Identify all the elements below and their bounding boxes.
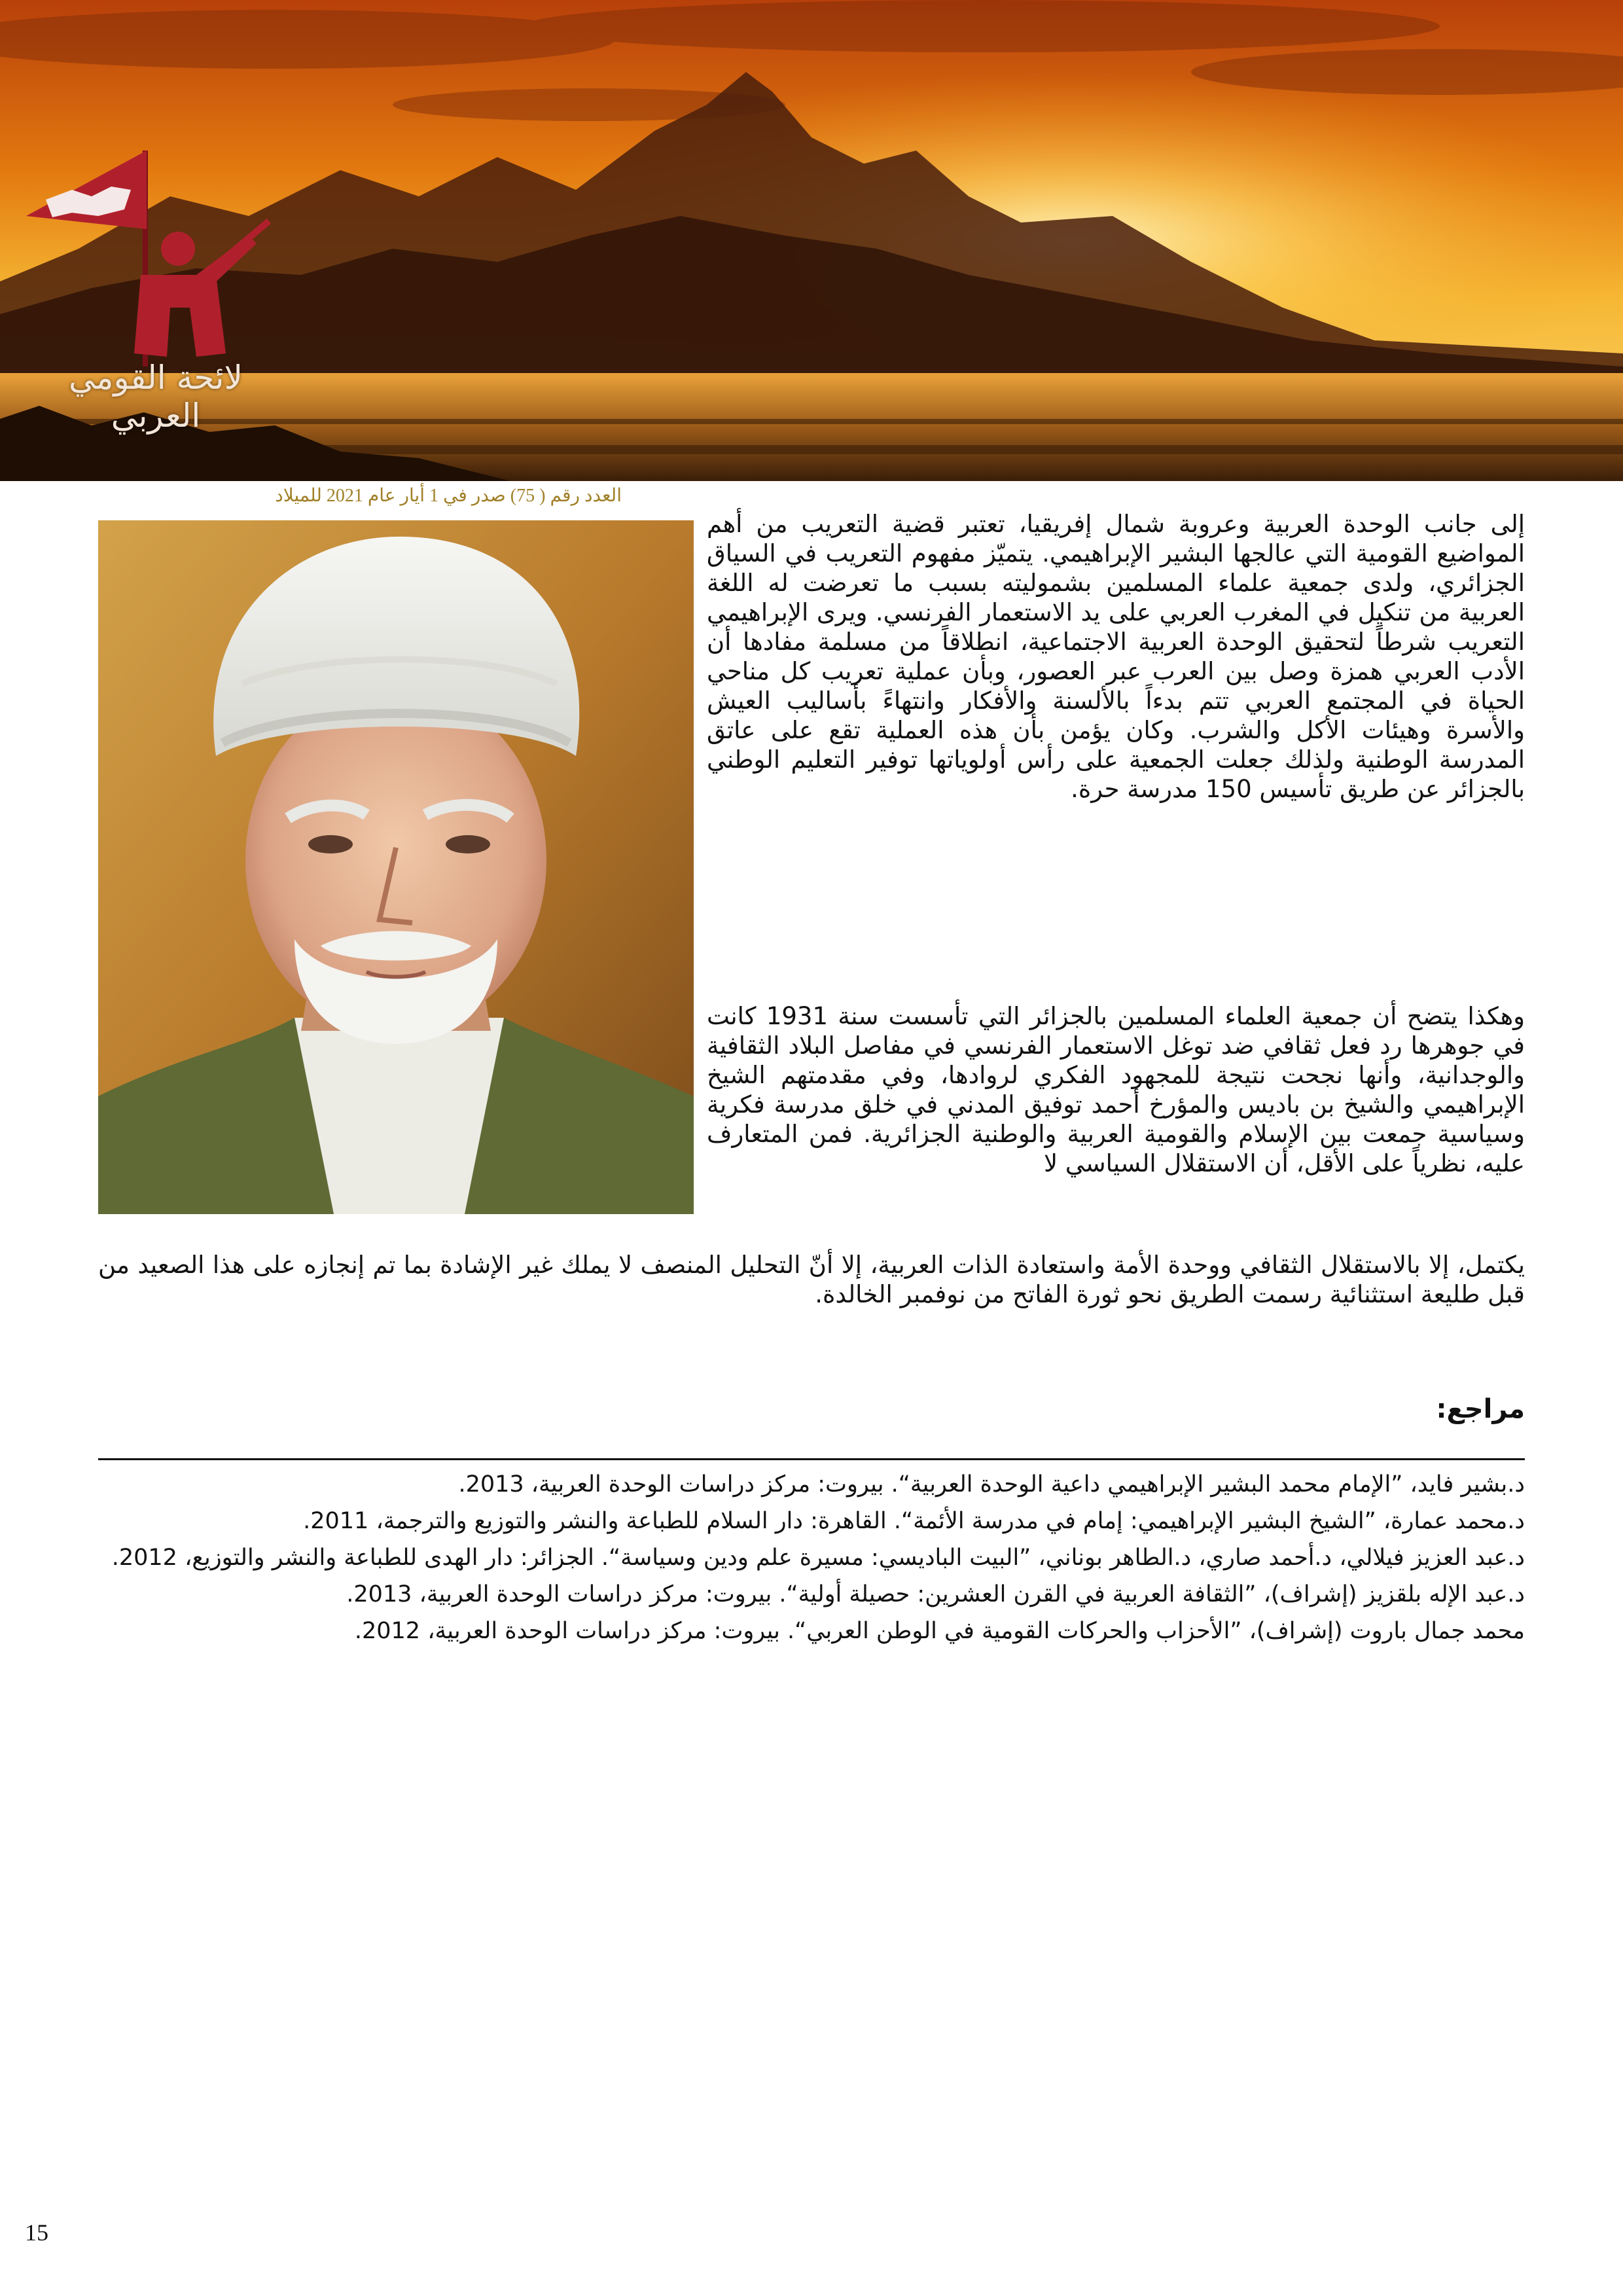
- references-divider: [98, 1458, 1525, 1460]
- article-paragraph-2: وهكذا يتضح أن جمعية العلماء المسلمين بالجزائر التي تأسست سنة 1931 كانت في جوهرها رد فعل ثقافي ضد توغل الاستعمار الفرنسي في مفاصل البلاد الثقافية والوجدانية، وأنها نجحت نتيجة للمجهود الفكري لروادها، وفي مقدمتهم الشيخ الإبراهيمي والشيخ بن باديس والمؤرخ أحمد توفيق المدني في خلق مدرسة فكرية وسياسية جمعت بين الإسلام والقومية العربية والوطنية الجزائرية. فمن المتعارف عليه، نظرياً على الأقل، أن الاستقلال السياسي لا: [707, 1002, 1525, 1177]
- references-list: [98, 1466, 1525, 1649]
- reference-item: د.عبد العزيز فيلالي، د.أحمد صاري، د.الطاهر بوناني، ”البيت الباديسي: مسيرة علم ودين وسياسة“. الجزائر: دار الهدى للطباعة والنشر والتوزيع، 2012.: [111, 1545, 1525, 1571]
- logo-text: لائحة القومي العربي: [68, 359, 243, 435]
- sheikh-portrait-image: [98, 520, 694, 1214]
- page-number: 15: [25, 2219, 48, 2246]
- reference-item: د.محمد عمارة، ”الشيخ البشير الإبراهيمي: إمام في مدرسة الأئمة“. القاهرة: دار السلام للطباعة والنشر والتوزيع والترجمة، 2011.: [303, 1508, 1525, 1534]
- article-paragraph-1: إلى جانب الوحدة العربية وعروبة شمال إفريقيا، تعتبر قضية التعريب من أهم المواضيع القومية التي عالجها البشير الإبراهيمي. يتميّز مفهوم التعريب في السياق الجزائري، ولدى جمعية علماء المسلمين بشموليته بسبب ما تعرضت له اللغة العربية من تنكيل في المغرب العربي على يد الاستعمار الفرنسي. ويرى الإبراهيمي التعريب شرطاً لتحقيق الوحدة العربية الاجتماعية، انطلاقاً من مسلمة مفادها أن الأدب العربي همزة وصل بين العرب عبر العصور، وبأن عملية تعريب كل مناحي الحياة في المجتمع العربي تتم بدءاً بالألسنة والأفكار وانتهاءً بأساليب العيش والأسرة وهيئات الأكل والشرب. وكان يؤمن بأن هذه العملية تقع على عاتق المدرسة الوطنية ولذلك جعلت الجمعية على رأس أولوياتها توفير التعليم الوطني بالجزائر عن طريق تأسيس 150 مدرسة حرة.: [707, 510, 1525, 803]
- reference-item: محمد جمال باروت (إشراف)، ”الأحزاب والحركات القومية في الوطن العربي“. بيروت: مركز دراسات الوحدة العربية، 2012.: [354, 1618, 1525, 1644]
- article-paragraph-3: يكتمل، إلا بالاستقلال الثقافي ووحدة الأمة واستعادة الذات العربية، إلا أنّ التحليل المنصف لا يملك غير الإشادة بما تم إنجازه على هذا الصعيد من قبل طليعة استثنائية رسمت الطريق نحو ثورة الفاتح من نوفمبر الخالدة.: [98, 1251, 1525, 1308]
- reference-item: د.عبد الإله بلقزيز (إشراف)، ”الثقافة العربية في القرن العشرين: حصيلة أولية“. بيروت: مركز دراسات الوحدة العربية، 2013.: [346, 1581, 1525, 1607]
- reference-item: د.بشير فايد، ”الإمام محمد البشير الإبراهيمي داعية الوحدة العربية“. بيروت: مركز دراسات الوحدة العربية، 2013.: [458, 1471, 1525, 1498]
- header-banner: [0, 0, 1623, 481]
- issue-info: العدد رقم ( 75) صدر في 1 أيار عام 2021 للميلاد: [275, 486, 622, 506]
- references-heading: مراجع:: [1436, 1394, 1525, 1424]
